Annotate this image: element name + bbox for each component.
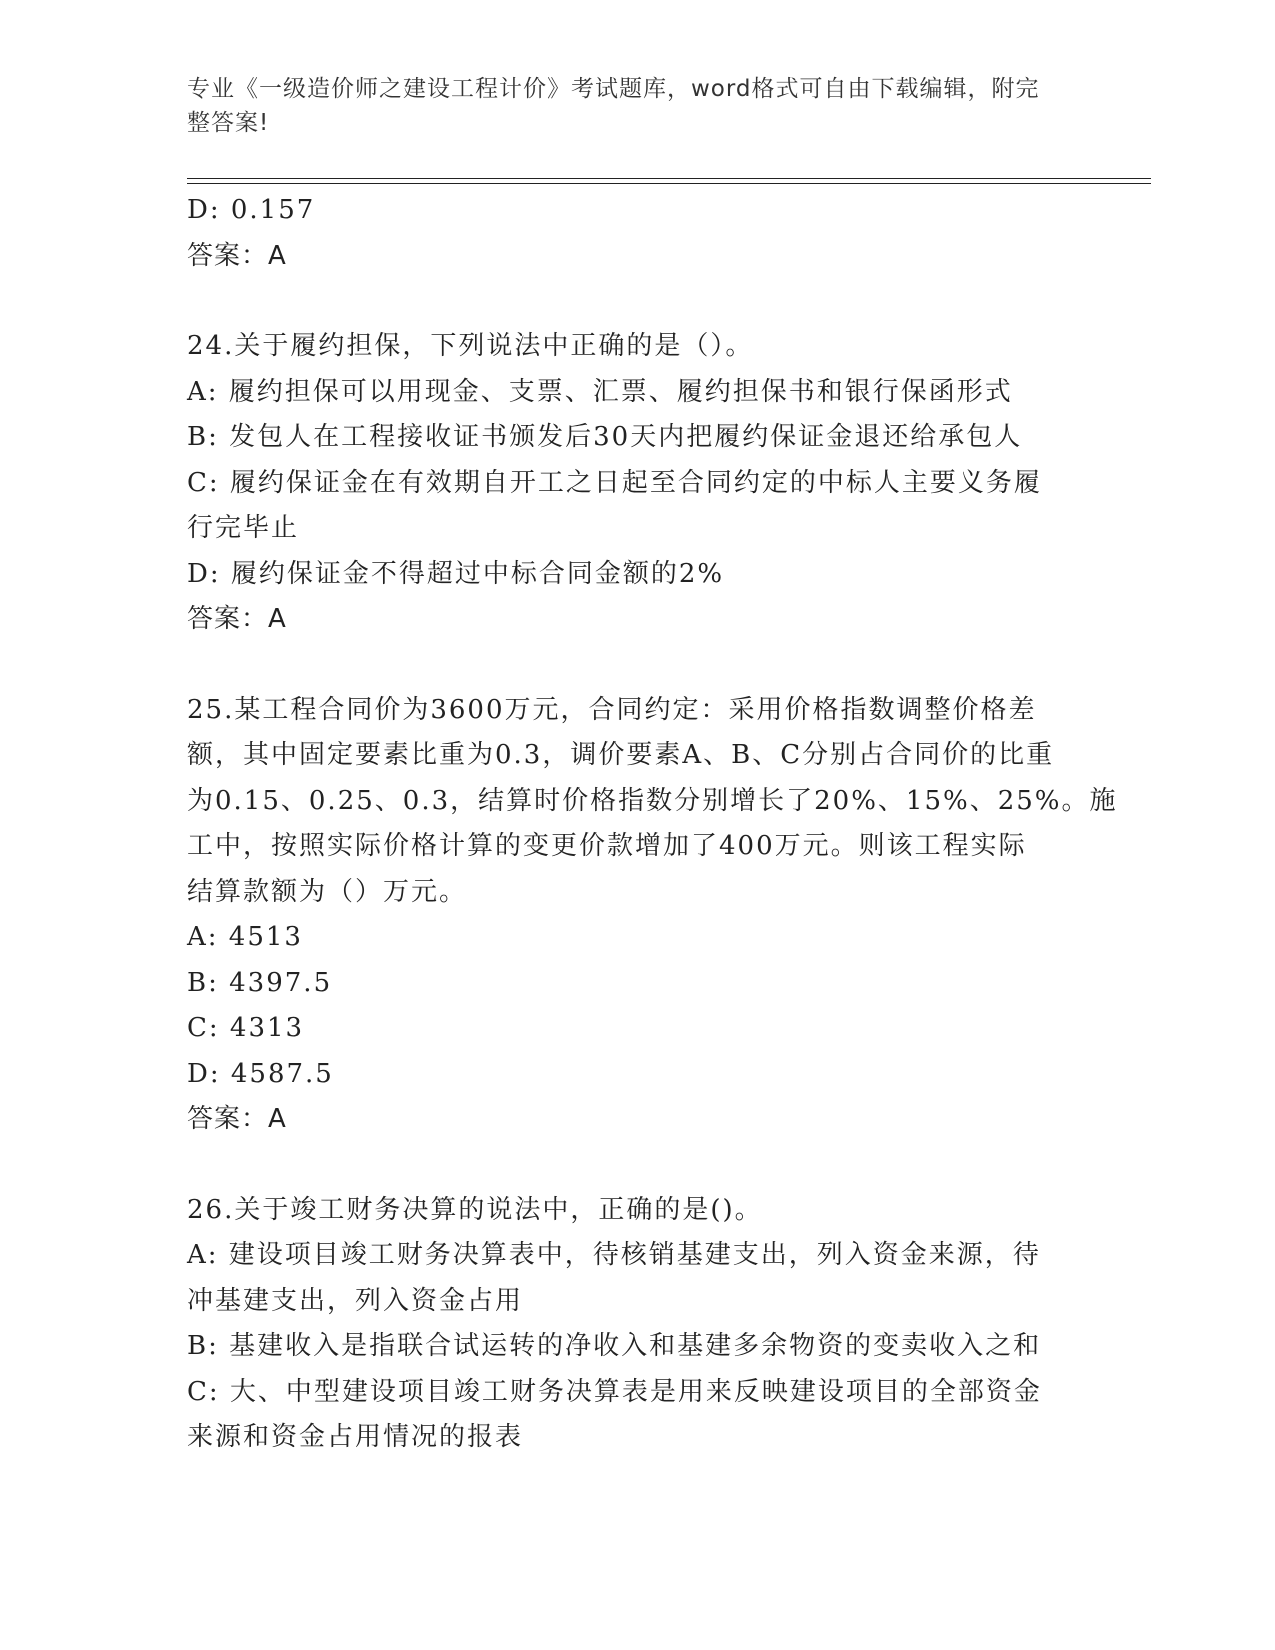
header-line-1: 专业《一级造价师之建设工程计价》考试题库，word格式可自由下载编辑，附完 [187,76,1040,102]
option-a-continued: 冲基建支出，列入资金占用 [187,1285,524,1316]
option-c: C: 履约保证金在有效期自开工之日起至合同约定的中标人主要义务履 [187,467,1042,498]
question-stem: 25.某工程合同价为3600万元，合同约定：采用价格指数调整价格差 [187,694,1037,725]
question-26 [187,1188,1077,1461]
question-content [187,188,1118,1461]
question-stem-continued: 为0.15、0.25、0.3，结算时价格指数分别增长了20%、15%、25%。施 [187,785,1118,816]
header-divider-top [187,178,1151,179]
answer-line: 答案：A [187,1104,287,1134]
option-a: A: 4513 [187,922,303,952]
question-stem-continued: 工中，按照实际价格计算的变更价款增加了400万元。则该工程实际 [187,831,1027,861]
question-stem: 26.关于竣工财务决算的说法中，正确的是()。 [187,1194,763,1225]
answer-line: 答案：A [187,604,287,634]
option-c-continued: 来源和资金占用情况的报表 [187,1422,524,1452]
question-stem: 24.关于履约担保，下列说法中正确的是（）。 [187,331,754,361]
option-d: D: 履约保证金不得超过中标合同金额的2% [187,558,725,589]
question-25 [187,688,1118,1143]
answer-line: 答案：A [187,240,287,271]
option-d: D: 4587.5 [187,1058,334,1089]
option-b: B: 基建收入是指联合试运转的净收入和基建多余物资的变卖收入之和 [187,1331,1042,1361]
option-d: D: 0.157 [187,195,316,225]
question-stem-continued: 结算款额为（）万元。 [187,876,468,907]
option-c-continued: 行完毕止 [187,513,300,543]
header-line-2: 整答案! [187,110,270,136]
question-stem-continued: 额，其中固定要素比重为0.3，调价要素A、B、C分别占合同价的比重 [187,740,1055,770]
option-a: A: 建设项目竣工财务决算表中，待核销基建支出，列入资金来源，待 [187,1240,1041,1270]
option-c: C: 大、中型建设项目竣工财务决算表是用来反映建设项目的全部资金 [187,1376,1042,1407]
header-divider-bottom [187,183,1151,184]
document-header [187,72,1067,140]
option-a: A: 履约担保可以用现金、支票、汇票、履约担保书和银行保函形式 [187,376,1013,407]
option-c: C: 4313 [187,1013,305,1043]
option-b: B: 4397.5 [187,967,333,998]
option-b: B: 发包人在工程接收证书颁发后30天内把履约保证金退还给承包人 [187,422,1023,452]
question-24 [187,324,1077,643]
previous-question-tail [187,188,1077,279]
